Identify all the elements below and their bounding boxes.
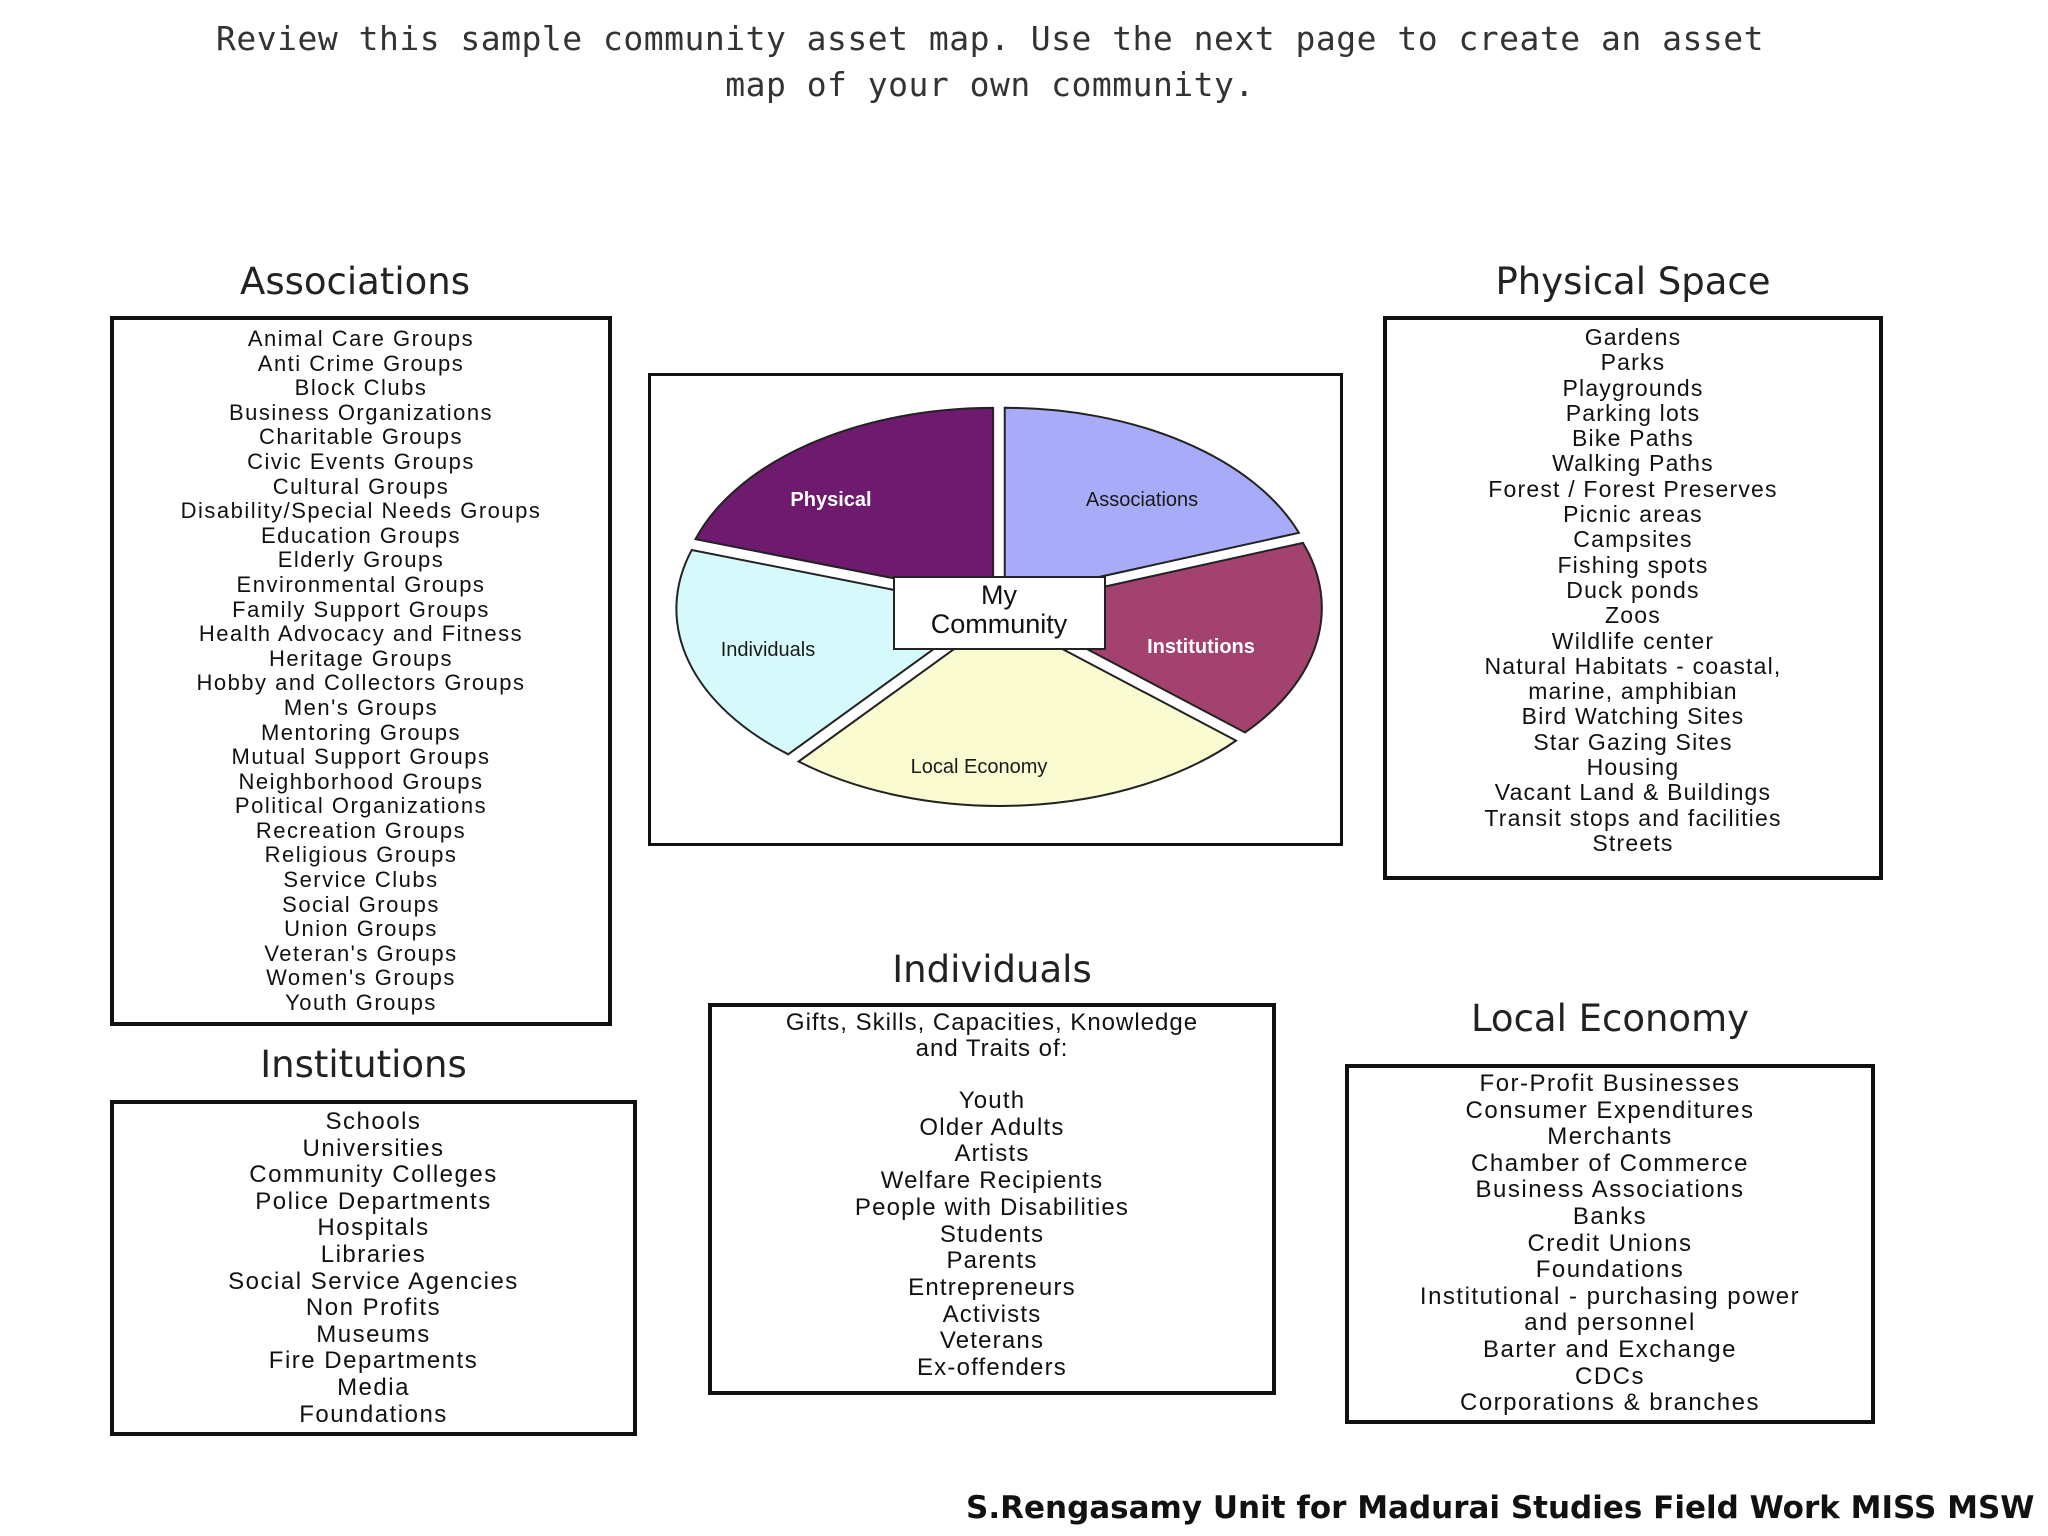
association-item: Elderly Groups xyxy=(277,547,445,573)
physical-space-item: Transit stops and facilities xyxy=(1484,804,1782,831)
pie-segment-label: Local Economy xyxy=(910,756,1048,778)
association-item: Neighborhood Groups xyxy=(238,768,484,794)
physical-space-item: Fishing spots xyxy=(1557,551,1709,578)
local-economy-item: and personnel xyxy=(1524,1309,1696,1337)
individuals-box xyxy=(708,1003,1276,1395)
local-economy-item: Consumer Expenditures xyxy=(1465,1096,1755,1124)
individuals-intro-line-1: Gifts, Skills, Capacities, Knowledge xyxy=(785,1009,1199,1036)
physical-space-item: Duck ponds xyxy=(1566,576,1700,603)
physical-space-item: Star Gazing Sites xyxy=(1533,728,1733,755)
institution-item: Community Colleges xyxy=(249,1161,498,1189)
individual-item: Students xyxy=(939,1220,1045,1248)
association-item: Business Organizations xyxy=(228,399,494,425)
institution-item: Media xyxy=(337,1373,410,1401)
physical-space-item: Parking lots xyxy=(1565,399,1701,426)
local-economy-item: Corporations & branches xyxy=(1460,1389,1760,1417)
association-item: Men's Groups xyxy=(283,694,439,720)
local-economy-item: Banks xyxy=(1572,1202,1648,1230)
institutions-list xyxy=(114,1109,633,1428)
institution-item: Universities xyxy=(302,1134,445,1162)
physical-space-item: Parks xyxy=(1600,349,1666,376)
individual-item: Veterans xyxy=(939,1327,1045,1355)
pie-segment-label: Institutions xyxy=(1147,636,1255,658)
asset-pie-chart xyxy=(651,376,1340,843)
institution-item: Museums xyxy=(316,1320,431,1348)
local-economy-item: Credit Unions xyxy=(1527,1229,1693,1257)
physical-space-item: Housing xyxy=(1586,754,1680,781)
individual-item: Older Adults xyxy=(919,1113,1065,1141)
local-economy-item: Chamber of Commerce xyxy=(1471,1149,1749,1177)
physical-space-item: Forest / Forest Preserves xyxy=(1488,475,1778,502)
physical-space-title: Physical Space xyxy=(1495,260,1771,303)
asset-map-diagram xyxy=(648,373,1343,846)
institution-item: Hospitals xyxy=(317,1214,430,1242)
association-item: Service Clubs xyxy=(283,867,439,893)
individual-item: Activists xyxy=(942,1300,1042,1328)
individuals-intro xyxy=(712,1010,1272,1062)
local-economy-item: CDCs xyxy=(1575,1362,1645,1390)
local-economy-item: For-Profit Businesses xyxy=(1479,1070,1741,1097)
individual-item: Welfare Recipients xyxy=(880,1167,1104,1195)
physical-space-list xyxy=(1387,325,1879,856)
association-item: Youth Groups xyxy=(285,990,437,1016)
institution-item: Libraries xyxy=(320,1240,427,1268)
association-item: Mutual Support Groups xyxy=(231,744,491,770)
individuals-intro-line-2: and Traits of: xyxy=(915,1035,1069,1062)
institution-item: Schools xyxy=(325,1108,422,1135)
local-economy-item: Institutional - purchasing power xyxy=(1419,1282,1801,1310)
physical-space-item: Playgrounds xyxy=(1562,374,1704,401)
institution-item: Fire Departments xyxy=(268,1347,479,1375)
individual-item: Entrepreneurs xyxy=(908,1273,1076,1301)
association-item: Block Clubs xyxy=(294,375,428,401)
physical-space-item: Wildlife center xyxy=(1551,627,1715,654)
association-item: Family Support Groups xyxy=(232,596,490,622)
individuals-list xyxy=(712,1088,1272,1382)
association-item: Union Groups xyxy=(284,916,438,942)
physical-space-item: Streets xyxy=(1592,829,1674,856)
physical-space-item: Campsites xyxy=(1573,526,1693,553)
local-economy-item: Barter and Exchange xyxy=(1483,1335,1737,1363)
association-item: Political Organizations xyxy=(234,793,488,819)
physical-space-item: Vacant Land & Buildings xyxy=(1494,779,1772,806)
physical-space-item: Bird Watching Sites xyxy=(1521,703,1745,730)
physical-space-item: Zoos xyxy=(1605,602,1661,629)
instructions xyxy=(100,16,1880,108)
pie-segment-label: Physical xyxy=(790,489,872,511)
footer-credit: S.Rengasamy Unit for Madurai Studies Field Work MISS MSW xyxy=(966,1490,2035,1526)
association-item: Civic Events Groups xyxy=(247,448,475,474)
association-item: Health Advocacy and Fitness xyxy=(198,621,524,647)
association-item: Hobby and Collectors Groups xyxy=(196,670,526,696)
associations-box xyxy=(110,316,612,1026)
physical-space-item: Bike Paths xyxy=(1572,425,1694,452)
association-item: Education Groups xyxy=(260,522,462,548)
association-item: Charitable Groups xyxy=(258,424,464,450)
association-item: Women's Groups xyxy=(266,965,456,991)
association-item: Social Groups xyxy=(282,891,440,917)
individual-item: Parents xyxy=(946,1247,1038,1275)
associations-list xyxy=(114,327,608,1016)
institution-item: Police Departments xyxy=(255,1187,492,1215)
institutions-title: Institutions xyxy=(260,1043,467,1086)
institution-item: Foundations xyxy=(299,1400,448,1428)
individuals-title: Individuals xyxy=(892,948,1092,991)
instructions-line-1: Review this sample community asset map. Use the next page to create an asset xyxy=(216,19,1764,58)
association-item: Cultural Groups xyxy=(272,473,450,499)
association-item: Disability/Special Needs Groups xyxy=(180,498,542,524)
association-item: Veteran's Groups xyxy=(264,940,458,966)
associations-title: Associations xyxy=(240,260,470,303)
pie-segment-label: Associations xyxy=(1085,489,1199,511)
physical-space-item: marine, amphibian xyxy=(1528,678,1738,705)
local-economy-item: Business Associations xyxy=(1475,1176,1745,1204)
association-item: Religious Groups xyxy=(264,842,458,868)
association-item: Animal Care Groups xyxy=(247,326,475,351)
association-item: Heritage Groups xyxy=(269,645,453,671)
local-economy-item: Merchants xyxy=(1547,1123,1673,1151)
individual-item: Artists xyxy=(954,1140,1030,1168)
individual-item: Ex-offenders xyxy=(916,1354,1068,1382)
center-label-line: Community xyxy=(930,609,1068,639)
physical-space-box xyxy=(1383,316,1883,880)
institutions-box xyxy=(110,1100,637,1436)
association-item: Environmental Groups xyxy=(236,571,486,597)
local-economy-title: Local Economy xyxy=(1470,997,1750,1040)
pie-segment-label: Individuals xyxy=(720,639,816,661)
physical-space-item: Gardens xyxy=(1584,324,1682,350)
local-economy-item: Foundations xyxy=(1535,1256,1685,1284)
association-item: Mentoring Groups xyxy=(260,719,462,745)
physical-space-item: Picnic areas xyxy=(1563,501,1703,528)
local-economy-box xyxy=(1345,1064,1875,1424)
physical-space-item: Walking Paths xyxy=(1552,450,1714,477)
institution-item: Non Profits xyxy=(305,1294,442,1322)
institution-item: Social Service Agencies xyxy=(228,1267,519,1295)
local-economy-list xyxy=(1349,1071,1871,1417)
instructions-line-2: map of your own community. xyxy=(725,65,1255,104)
individual-item: People with Disabilities xyxy=(854,1193,1130,1221)
center-label-line: My xyxy=(981,580,1017,610)
individual-item: Youth xyxy=(958,1087,1026,1114)
association-item: Anti Crime Groups xyxy=(257,350,465,376)
association-item: Recreation Groups xyxy=(255,817,467,843)
physical-space-item: Natural Habitats - coastal, xyxy=(1484,652,1782,679)
